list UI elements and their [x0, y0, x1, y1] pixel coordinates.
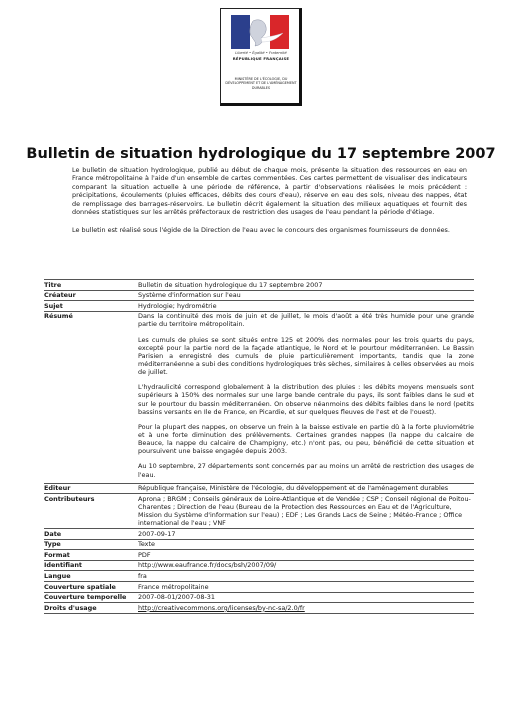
metadata-value: Hydrologie; hydrométrie	[138, 301, 474, 312]
resume-paragraph: Pour la plupart des nappes, on observe un frein à la baisse estivale en partie dû à la forte pluviométrie et à une forte diminution des prélèvements. Certaines grandes nappes (la nappe du calcaire de Beauce, la nappe du calcaire de Champigny, etc.) n'ont pas, ou peu, bénéficié de cette situation et poursuivent une baisse engagée depuis 2003.	[138, 422, 474, 456]
metadata-row-droits	[44, 603, 474, 614]
metadata-value: France métropolitaine	[138, 582, 474, 593]
metadata-value: République française, Ministère de l'écologie, du développement et de l'aménagement durables	[138, 483, 474, 494]
metadata-row-date	[44, 529, 474, 540]
metadata-key: Sujet	[44, 301, 138, 312]
metadata-value: PDF	[138, 550, 474, 561]
ministry-name: MINISTÈRE DE L'ÉCOLOGIE, DU DÉVELOPPEMENT ET DE L'AMÉNAGEMENT DURABLES	[225, 77, 297, 90]
metadata-key: Résumé	[44, 311, 138, 483]
metadata-value: 2007-09-17	[138, 529, 474, 540]
metadata-value: Texte	[138, 539, 474, 550]
page-title: Bulletin de situation hydrologique du 17 septembre 2007	[26, 146, 496, 162]
metadata-value: Bulletin de situation hydrologique du 17 septembre 2007	[138, 280, 474, 291]
metadata-value: Aprona ; BRGM ; Conseils généraux de Loire-Atlantique et de Vendée ; CSP ; Conseil régional de Poitou-Charentes ; Direction de l'eau (Bureau de la Protection des Ressources en Eau et de l'Agriculture, Mission du Système d'information sur l'eau) ; EDF ; Les Grands Lacs de Seine ; Météo-France ; Office international de l'eau ; VNF	[138, 494, 474, 529]
metadata-key: Droits d'usage	[44, 603, 138, 614]
resume-paragraph: Dans la continuité des mois de juin et de juillet, le mois d'août a été très humide pour une grande partie du territoire métropolitain.	[138, 312, 474, 329]
intro-section	[72, 166, 467, 243]
metadata-row-sujet	[44, 301, 474, 312]
resume-paragraph: Au 10 septembre, 27 départements sont concernés par au moins un arrêté de restriction des usages de l'eau.	[138, 462, 474, 479]
metadata-row-couverture-spatiale	[44, 582, 474, 593]
metadata-row-identifiant	[44, 560, 474, 571]
metadata-key: Titre	[44, 280, 138, 291]
republic-motto: Liberté • Égalité • Fraternité	[235, 51, 287, 55]
metadata-row-contributeurs	[44, 494, 474, 529]
metadata-value: fra	[138, 571, 474, 582]
resume-paragraph: L'hydraulicité correspond globalement à la distribution des pluies : les débits moyens mensuels sont supérieurs à 150% des normales sur une large bande centrale du pays, ils sont faibles dans le sud et sur le pourtour du bassin méditerranéen. On observe néanmoins des débits faibles dans le nord (petits bassins versants en Ile de France, en Picardie, et sur quelques fleuves de l'est et de l'ouest).	[138, 383, 474, 416]
ministry-logo	[220, 8, 302, 106]
metadata-row-type	[44, 539, 474, 550]
marianne-emblem-icon	[231, 15, 289, 49]
intro-paragraph: Le bulletin de situation hydrologique, publié au début de chaque mois, présente la situation des ressources en eau en France métropolitaine à l'aide d'un ensemble de cartes commentées. Ces cartes permettent de visualiser des indicateurs comparant la situation actuelle à une période de référence, à partir d'observations réalisées le mois précédent : précipitations, écoulements (pluies efficaces, débits des cours d'eau), réserve en eau des sols, niveau des nappes, état de remplissage des barrages-réservoirs. Le bulletin décrit également la situation des milieux aquatiques et fournit des données statistiques sur les arrêtés préfectoraux de restriction des usages de l'eau pendant la période d'étiage.	[72, 166, 467, 217]
metadata-key: Couverture temporelle	[44, 592, 138, 603]
metadata-row-langue	[44, 571, 474, 582]
metadata-row-couverture-temporelle	[44, 592, 474, 603]
metadata-key: Type	[44, 539, 138, 550]
metadata-row-titre	[44, 280, 474, 291]
metadata-key: Langue	[44, 571, 138, 582]
metadata-value: http://www.eaufrance.fr/docs/bsh/2007/09/	[138, 560, 474, 571]
metadata-table	[44, 279, 474, 614]
license-link[interactable]: http://creativecommons.org/licenses/by-nc-sa/2.0/fr	[138, 603, 305, 612]
intro-paragraph: Le bulletin est réalisé sous l'égide de la Direction de l'eau avec le concours des organismes fournisseurs de données.	[72, 225, 450, 234]
metadata-key: Date	[44, 529, 138, 540]
metadata-key: Contributeurs	[44, 494, 138, 529]
metadata-value: Système d'information sur l'eau	[138, 290, 474, 301]
metadata-value	[138, 603, 474, 614]
metadata-value	[138, 311, 474, 483]
metadata-row-editeur	[44, 483, 474, 494]
metadata-key: Identifiant	[44, 560, 138, 571]
metadata-row-createur	[44, 290, 474, 301]
metadata-row-resume	[44, 311, 474, 483]
resume-paragraph: Les cumuls de pluies se sont situés entre 125 et 200% des normales pour les trois quarts du pays, excepté pour la partie nord de la façade atlantique, le Nord et le pourtour méditerranéen. Le Bassin Parisien a enregistré des cumuls de pluie particulièrement importants, tandis que la zone méditerranéenne a subi des conditions hydrologiques très sèches, similaires à celles observées au mois de juillet.	[138, 335, 474, 377]
metadata-key: Format	[44, 550, 138, 561]
metadata-key: Editeur	[44, 483, 138, 494]
metadata-row-format	[44, 550, 474, 561]
metadata-value: 2007-08-01/2007-08-31	[138, 592, 474, 603]
metadata-key: Couverture spatiale	[44, 582, 138, 593]
metadata-key: Créateur	[44, 290, 138, 301]
republique-francaise-label: RÉPUBLIQUE FRANÇAISE	[232, 56, 290, 61]
